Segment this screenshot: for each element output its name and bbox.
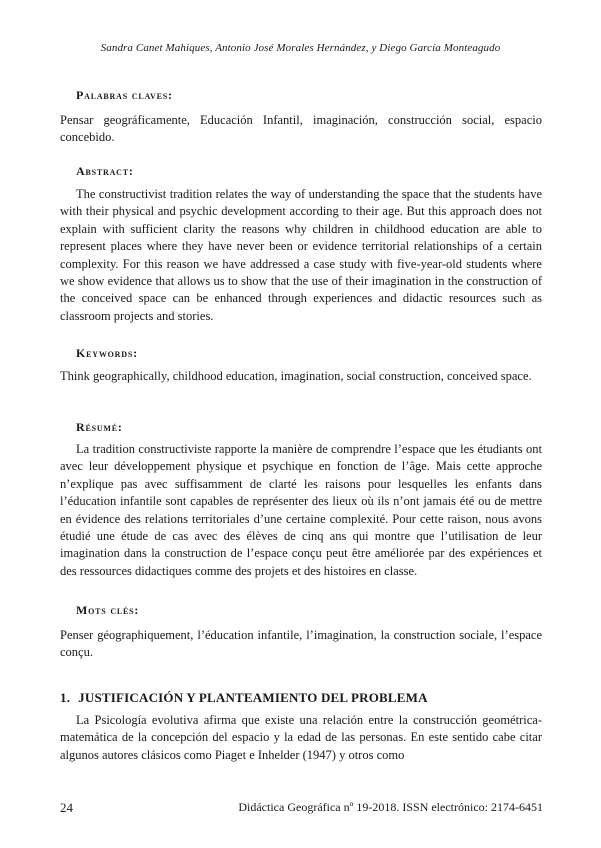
section-1-text: La Psicología evolutiva afirma que existe una relación entre la construcción geométrica-matemática de la concepción del espacio y la edad de las personas. En este sentido cabe citar algunos autores clásicos como Piaget e Inhelder (1947) y otros como (60, 713, 542, 762)
abstract-heading: Abstract: (76, 164, 134, 178)
keywords-heading: Keywords: (76, 346, 138, 360)
page-number: 24 (60, 800, 73, 815)
mots-cles-text: Penser géographiquement, l’éducation infantile, l’imagination, la construction sociale, l’espace conçu. (60, 628, 542, 660)
running-header: Sandra Canet Mahiques, Antonio José Morales Hernández, y Diego García Monteagudo (100, 42, 501, 54)
palabras-claves-text: Pensar geográficamente, Educación Infantil, imaginación, construcción social, espacio concebido. (60, 113, 542, 145)
mots-cles-heading: Mots clés: (76, 603, 140, 617)
resume-text: La tradition constructiviste rapporte la manière de comprendre l’espace que les étudiants ont avec leur développement physique et psychique en fonction de l’âge. Mais cette approche n’explique pas avec suffisamment de clarté les raisons pour lesquelles les enfants dans l’éducation infantile sont capables de représenter des lieux où ils n’ont jamais été ou de mettre en évidence des relations territoriales d’une certaine complexité. Pour cette raison, nous avons étudié une étude de cas avec des élèves de cinq ans qui montre que l’utilisation de leur imagination dans la construction de l’espace conçu peut être améliorée par des expériences et des ressources didactiques comme des projets et des histoires en classe. (60, 442, 542, 578)
section-1-title-text: JUSTIFICACIÓN Y PLANTEAMIENTO DEL PROBLEMA (78, 690, 428, 705)
journal-footer: Didáctica Geográfica nº 19-2018. ISSN electrónico: 2174-6451 (238, 800, 543, 814)
section-1-title (60, 690, 428, 706)
keywords-text: Think geographically, childhood education, imagination, social construction, conceived space. (60, 369, 532, 383)
palabras-claves-heading: Palabras claves: (76, 88, 173, 102)
abstract-text: The constructivist tradition relates the way of understanding the space that the students have with their physical and psychic development according to their age. But this approach does not explain with sufficient clarity the reasons why children in childhood education are able to represent places where they have never been or evidence territorial relationships of a certain complexity. For this reason we have addressed a case study with five-year-old students where we show evidence that allows us to show that the use of their imagination in the construction of the conceived space can be enhanced through experiences and didactic resources such as classroom projects and stories. (60, 187, 542, 323)
resume-heading: Résumé: (76, 420, 123, 434)
section-1-number: 1. (60, 690, 71, 705)
